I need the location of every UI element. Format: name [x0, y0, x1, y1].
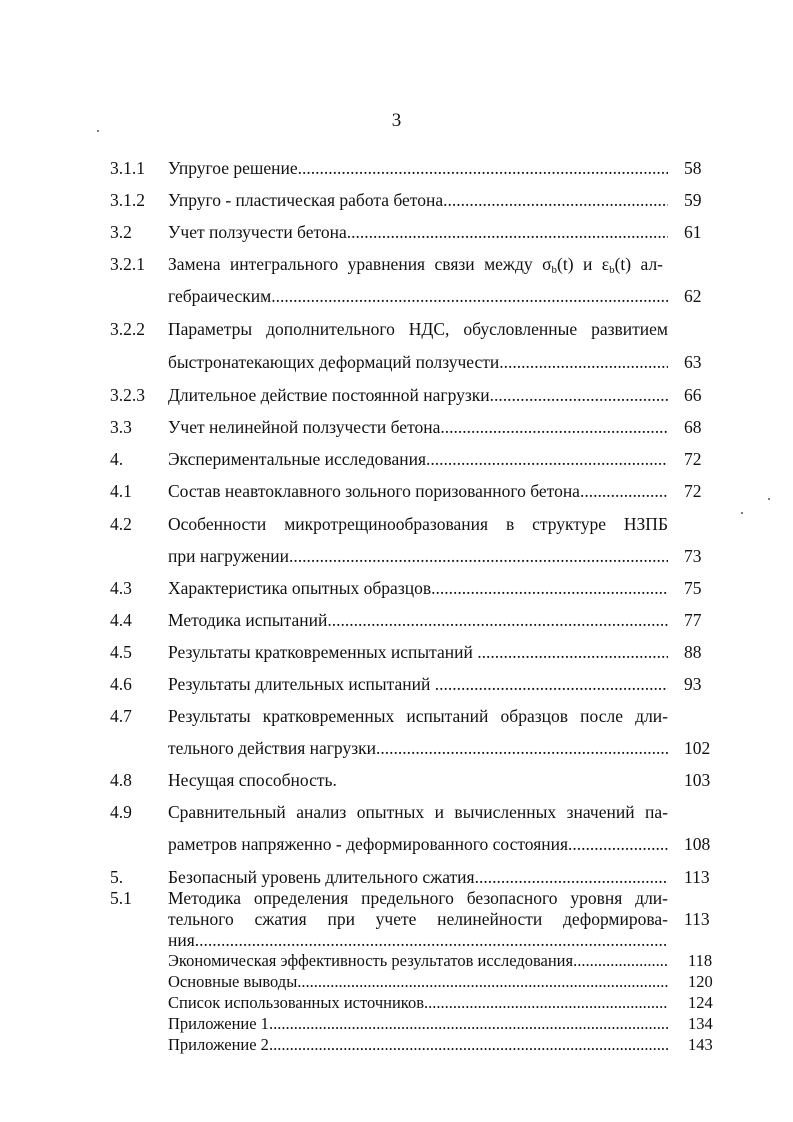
toc-title-line: Сравнительный анализ опытных и вычисленных значений па-	[168, 802, 668, 822]
toc-page: 66	[684, 385, 702, 405]
toc-page: 103	[684, 770, 711, 790]
toc-page: 58	[684, 158, 702, 178]
toc-page: 143	[688, 1035, 713, 1054]
toc-title: Учет ползучести бетона .....	[168, 221, 668, 243]
toc-number: 3.2.3	[110, 385, 145, 405]
toc-number: 3.2.1	[110, 254, 145, 274]
toc-page: 72	[684, 481, 702, 501]
toc-title: Методика испытаний .....	[168, 609, 668, 631]
toc-page: 118	[688, 951, 713, 970]
toc-number: 4.7	[110, 706, 132, 726]
toc-number: 4.8	[110, 770, 132, 790]
toc-number: 5.1	[110, 888, 132, 908]
toc-title-line: Методика определения предельного безопасного уровня дли-	[168, 888, 668, 908]
toc-title: Основные выводы .....	[168, 972, 668, 992]
toc-title: Упруго - пластическая работа бетона .....	[168, 189, 668, 211]
toc-title-line: быстронатекающих деформаций ползучести .....	[168, 351, 668, 373]
toc-page: 102	[684, 738, 711, 758]
toc-page: 73	[684, 546, 702, 566]
toc-title-line: тельного действия нагрузки .....	[168, 737, 668, 759]
toc-number: 4.4	[110, 610, 132, 630]
toc-page: 108	[684, 834, 711, 854]
toc-title-line: Результаты кратковременных испытаний образцов после дли-	[168, 706, 668, 726]
toc-page: 113	[684, 909, 710, 929]
toc-page: 61	[684, 222, 702, 242]
toc-number: 5.	[110, 867, 124, 887]
toc-number: 4.5	[110, 642, 132, 662]
toc-title: Результаты кратковременных испытаний .....	[168, 641, 668, 663]
toc-title: Экспериментальные исследования .....	[168, 448, 668, 470]
toc-title-line: Особенности микротрещинообразования в структуре НЗПБ	[168, 514, 668, 534]
toc-title: Состав неавтоклавного зольного поризованного бетона .....	[168, 480, 668, 502]
toc-number: 3.3	[110, 417, 132, 437]
toc-number: 4.	[110, 449, 124, 469]
toc-title: Приложение 2 .....	[168, 1035, 668, 1055]
toc-title-line: гебраическим .....	[168, 285, 668, 307]
toc-number: 4.3	[110, 578, 132, 598]
toc-title: Результаты длительных испытаний .....	[168, 673, 668, 695]
toc-page: 75	[684, 578, 702, 598]
toc-number: 4.2	[110, 514, 132, 534]
scan-speck	[741, 512, 743, 514]
toc-page: 77	[684, 610, 702, 630]
toc-number: 4.6	[110, 674, 132, 694]
toc-title: Упругое решение .....	[168, 157, 668, 179]
toc-page: 88	[684, 642, 702, 662]
toc-title: Учет нелинейной ползучести бетона .....	[168, 416, 668, 438]
toc-title-line: тельного сжатия при учете нелинейности деформирова-	[168, 909, 668, 929]
toc-number: 3.2.2	[110, 319, 145, 339]
scan-speck	[97, 130, 99, 132]
toc-number: 3.1.1	[110, 158, 145, 178]
toc-page: 113	[684, 867, 710, 887]
toc-page: 68	[684, 417, 702, 437]
toc-title: Безопасный уровень длительного сжатия .....	[168, 866, 668, 888]
toc-title-line: Параметры дополнительного НДС, обусловленные развитием	[168, 319, 668, 339]
toc-title: Приложение 1 .....	[168, 1014, 668, 1034]
toc-page: 124	[688, 993, 713, 1012]
toc-page: 59	[684, 190, 702, 210]
toc-page: 134	[688, 1014, 713, 1033]
toc-title: Экономическая эффективность результатов исследования .....	[168, 951, 668, 971]
toc-number: 3.1.2	[110, 190, 145, 210]
page-number: 3	[391, 110, 402, 131]
toc-title-line: при нагружении .....	[168, 545, 668, 567]
toc-title: Несущая способность.	[168, 770, 337, 790]
toc-number: 4.9	[110, 802, 132, 822]
scan-speck	[768, 498, 770, 500]
toc-title-line: Замена интегрального уравнения связи между $\sigma_b(t)$ и $\varepsilon_b(t)$ ал-	[168, 254, 664, 276]
toc-number: 3.2	[110, 222, 132, 242]
toc-title: Список использованных источников .....	[168, 993, 668, 1013]
toc-page: 63	[684, 352, 702, 372]
toc-page: 62	[684, 286, 702, 306]
toc-title: Длительное действие постоянной нагрузки .....	[168, 384, 668, 406]
toc-number: 4.1	[110, 481, 132, 501]
toc-page: 120	[688, 972, 713, 991]
toc-title: Характеристика опытных образцов .....	[168, 577, 668, 599]
toc-title-line: раметров напряженно - деформированного состояния .....	[168, 833, 668, 855]
toc-page: 93	[684, 674, 702, 694]
toc-page: 72	[684, 449, 702, 469]
toc-title-line: ния .....	[168, 929, 668, 951]
